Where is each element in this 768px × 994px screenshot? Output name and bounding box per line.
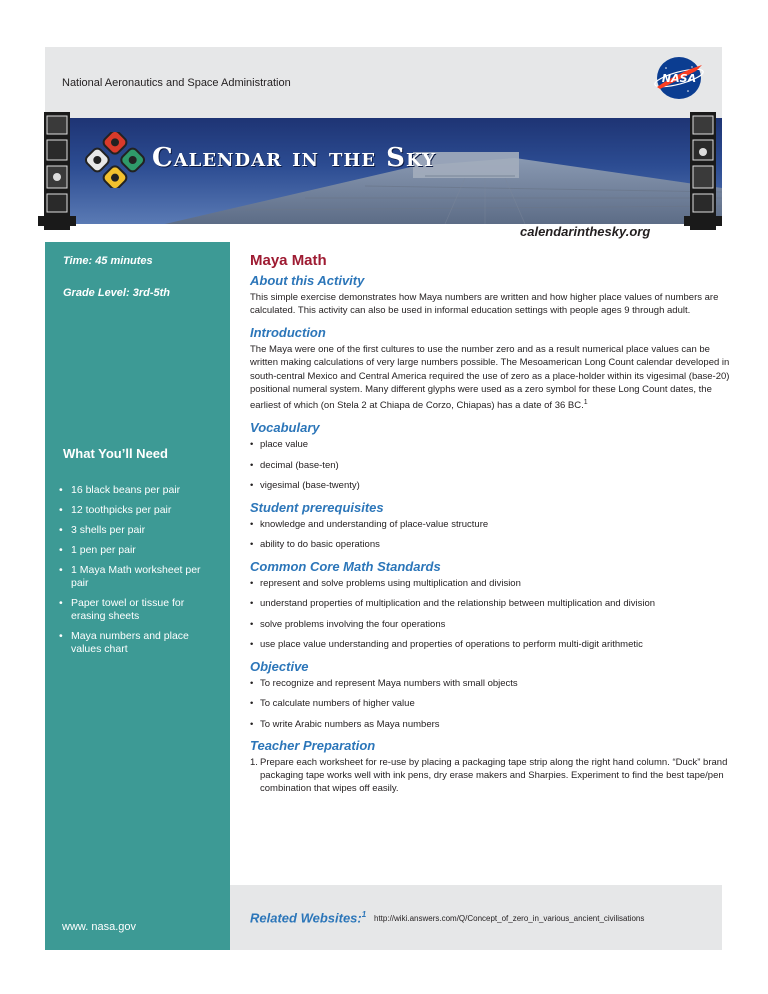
prerequisite-item: • knowledge and understanding of place-value structure [250, 518, 730, 531]
related-websites-bar [230, 885, 722, 950]
sidebar [45, 242, 230, 885]
vocabulary-item: • decimal (base-ten) [250, 459, 730, 472]
nasa-logo [652, 55, 706, 101]
step-text: Prepare each worksheet for re-use by placing a packaging tape strip along the right hand column. “Duck” brand packaging tape works well with ink pens, dry erase makers and Sharpies. Experiment to find the best tape/pen combination that wipes off easily. [260, 757, 728, 794]
teacher-prep-list [250, 756, 730, 795]
vocabulary-heading: Vocabulary [250, 420, 320, 435]
materials-item: • 3 shells per pair [59, 524, 219, 537]
header-bar [45, 47, 722, 122]
nasa-logo-text: NASA [661, 72, 697, 85]
standards-heading: Common Core Math Standards [250, 558, 441, 574]
grade-label: Grade Level: 3rd-5th [63, 287, 170, 299]
materials-item: • Paper towel or tissue for erasing sheets [59, 597, 219, 623]
materials-item: • 16 black beans per pair [59, 484, 219, 497]
teacher-prep-item [250, 756, 730, 795]
time-label: Time: 45 minutes [63, 255, 153, 267]
main-content [250, 252, 730, 801]
objective-list [250, 677, 730, 731]
maya-glyph-left-icon [38, 112, 76, 230]
calendar-glyph-icon [80, 132, 150, 188]
prerequisites-list [250, 518, 730, 552]
introduction-heading: Introduction [250, 324, 326, 340]
standard-item: • understand properties of multiplication and the relationship between multiplication and division [250, 597, 730, 610]
materials-item: • 1 Maya Math worksheet per pair [59, 564, 219, 590]
teacher-prep-heading: Teacher Preparation [250, 738, 376, 753]
what-you-need-heading: What You’ll Need [63, 446, 168, 461]
about-heading: About this Activity [250, 273, 365, 288]
standard-item: • use place value understanding and properties of operations to perform multi-digit arithmetic [250, 638, 730, 651]
related-website-link[interactable]: http://wiki.answers.com/Q/Concept_of_zero_in_various_ancient_civilisations [374, 914, 645, 923]
prerequisite-item: • ability to do basic operations [250, 538, 730, 551]
related-footnote-marker: 1 [361, 910, 367, 919]
introduction-text: The Maya were one of the first cultures to use the number zero and as a result numerical place values can be written making calculations of very large numbers possible. The Mesoamerican Long Count calendar developed in south-central Mexico and Central America required the use of zero as a place-holder within its vigesimal (base-20) positional numeral system. Many different glyphs were used as a zero symbol for these Long Count dates, the earliest of which (on Stela 2 at Chiapa de Corzo, Chiapas) has a date of 36 BC. [250, 343, 730, 412]
materials-item: • 12 toothpicks per pair [59, 504, 219, 517]
nasa-gov-link[interactable]: www. nasa.gov [62, 921, 136, 933]
maya-glyph-right-icon [684, 112, 722, 230]
step-number: 1. [250, 757, 258, 768]
footnote-marker: 1 [583, 399, 588, 407]
agency-name: National Aeronautics and Space Administration [62, 77, 291, 89]
vocabulary-list [250, 438, 730, 492]
materials-list [59, 484, 219, 663]
vocabulary-item: • vigesimal (base-twenty) [250, 479, 730, 492]
objective-item: • To calculate numbers of higher value [250, 697, 730, 710]
about-text: This simple exercise demonstrates how Maya numbers are written and how higher place values of numbers are calculated. This activity can also be used in informal education settings with people ages 9 through adult. [250, 292, 719, 317]
standard-item: • represent and solve problems using multiplication and division [250, 577, 730, 590]
related-websites-text: Related Websites: [250, 910, 362, 926]
objective-item: • To write Arabic numbers as Maya numbers [250, 718, 730, 731]
site-url[interactable]: calendarinthesky.org [520, 224, 651, 239]
prerequisites-heading: Student prerequisites [250, 499, 384, 515]
vocabulary-item: • place value [250, 438, 730, 451]
objective-heading: Objective [250, 658, 309, 674]
objective-item: • To recognize and represent Maya numbers with small objects [250, 677, 730, 690]
introduction-paragraph [250, 343, 730, 413]
materials-item: • 1 pen per pair [59, 544, 219, 557]
standard-item: • solve problems involving the four operations [250, 618, 730, 631]
materials-item: • Maya numbers and place values chart [59, 630, 219, 656]
sidebar-footer [45, 885, 230, 950]
page-title: Maya Math [250, 252, 327, 269]
related-websites-label [250, 910, 366, 925]
banner-title: Calendar in the Sky [152, 143, 436, 173]
standards-list [250, 577, 730, 652]
